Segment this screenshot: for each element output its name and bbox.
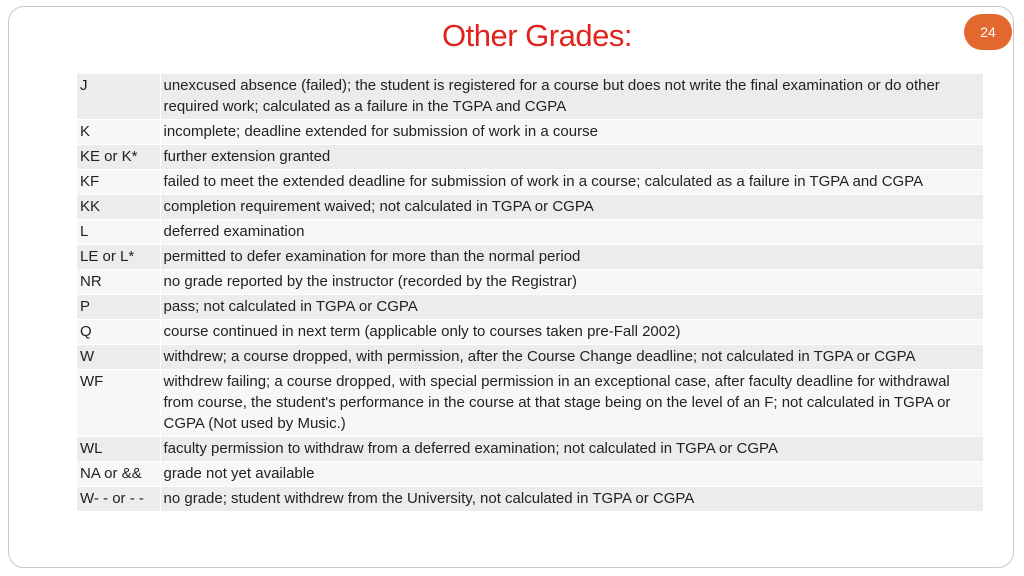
grades-table-body bbox=[77, 74, 983, 512]
page-number-badge: 24 bbox=[964, 14, 1012, 50]
table-row bbox=[77, 220, 983, 245]
table-row bbox=[77, 345, 983, 370]
table-row bbox=[77, 195, 983, 220]
table-row bbox=[77, 295, 983, 320]
grade-code-cell: WF bbox=[77, 370, 160, 437]
grade-code-cell: J bbox=[77, 74, 160, 120]
grade-description-cell: grade not yet available bbox=[160, 462, 983, 487]
grade-code-cell: W bbox=[77, 345, 160, 370]
table-row bbox=[77, 462, 983, 487]
grade-code-cell: NA or && bbox=[77, 462, 160, 487]
grade-description-cell: faculty permission to withdraw from a deferred examination; not calculated in TGPA or CGPA bbox=[160, 437, 983, 462]
slide-title: Other Grades: bbox=[442, 18, 632, 53]
grade-description-cell: completion requirement waived; not calculated in TGPA or CGPA bbox=[160, 195, 983, 220]
grade-description-cell: no grade; student withdrew from the University, not calculated in TGPA or CGPA bbox=[160, 487, 983, 512]
grade-code-cell: WL bbox=[77, 437, 160, 462]
table-row bbox=[77, 320, 983, 345]
grade-code-cell: L bbox=[77, 220, 160, 245]
table-row bbox=[77, 120, 983, 145]
grade-description-cell: withdrew; a course dropped, with permission, after the Course Change deadline; not calculated in TGPA or CGPA bbox=[160, 345, 983, 370]
grade-description-cell: permitted to defer examination for more than the normal period bbox=[160, 245, 983, 270]
table-row bbox=[77, 487, 983, 512]
grade-code-cell: KF bbox=[77, 170, 160, 195]
grade-code-cell: W- - or - - bbox=[77, 487, 160, 512]
grades-table bbox=[77, 74, 983, 512]
grade-code-cell: KE or K* bbox=[77, 145, 160, 170]
grade-description-cell: deferred examination bbox=[160, 220, 983, 245]
grade-code-cell: NR bbox=[77, 270, 160, 295]
table-row bbox=[77, 74, 983, 120]
table-row bbox=[77, 170, 983, 195]
grade-description-cell: pass; not calculated in TGPA or CGPA bbox=[160, 295, 983, 320]
table-row bbox=[77, 270, 983, 295]
grade-code-cell: LE or L* bbox=[77, 245, 160, 270]
grade-code-cell: KK bbox=[77, 195, 160, 220]
grade-description-cell: unexcused absence (failed); the student is registered for a course but does not write the final examination or do other required work; calculated as a failure in the TGPA and CGPA bbox=[160, 74, 983, 120]
grade-code-cell: Q bbox=[77, 320, 160, 345]
grade-code-cell: P bbox=[77, 295, 160, 320]
grade-description-cell: course continued in next term (applicable only to courses taken pre-Fall 2002) bbox=[160, 320, 983, 345]
grade-description-cell: further extension granted bbox=[160, 145, 983, 170]
table-row bbox=[77, 245, 983, 270]
grade-description-cell: incomplete; deadline extended for submission of work in a course bbox=[160, 120, 983, 145]
table-row bbox=[77, 145, 983, 170]
grade-description-cell: failed to meet the extended deadline for submission of work in a course; calculated as a failure in TGPA and CGPA bbox=[160, 170, 983, 195]
table-row bbox=[77, 370, 983, 437]
grade-description-cell: no grade reported by the instructor (recorded by the Registrar) bbox=[160, 270, 983, 295]
grade-description-cell: withdrew failing; a course dropped, with special permission in an exceptional case, after faculty deadline for withdrawal from course, the student's performance in the course at that stage being on the level of an F; not calculated in TGPA or CGPA (Not used by Music.) bbox=[160, 370, 983, 437]
grade-code-cell: K bbox=[77, 120, 160, 145]
table-row bbox=[77, 437, 983, 462]
